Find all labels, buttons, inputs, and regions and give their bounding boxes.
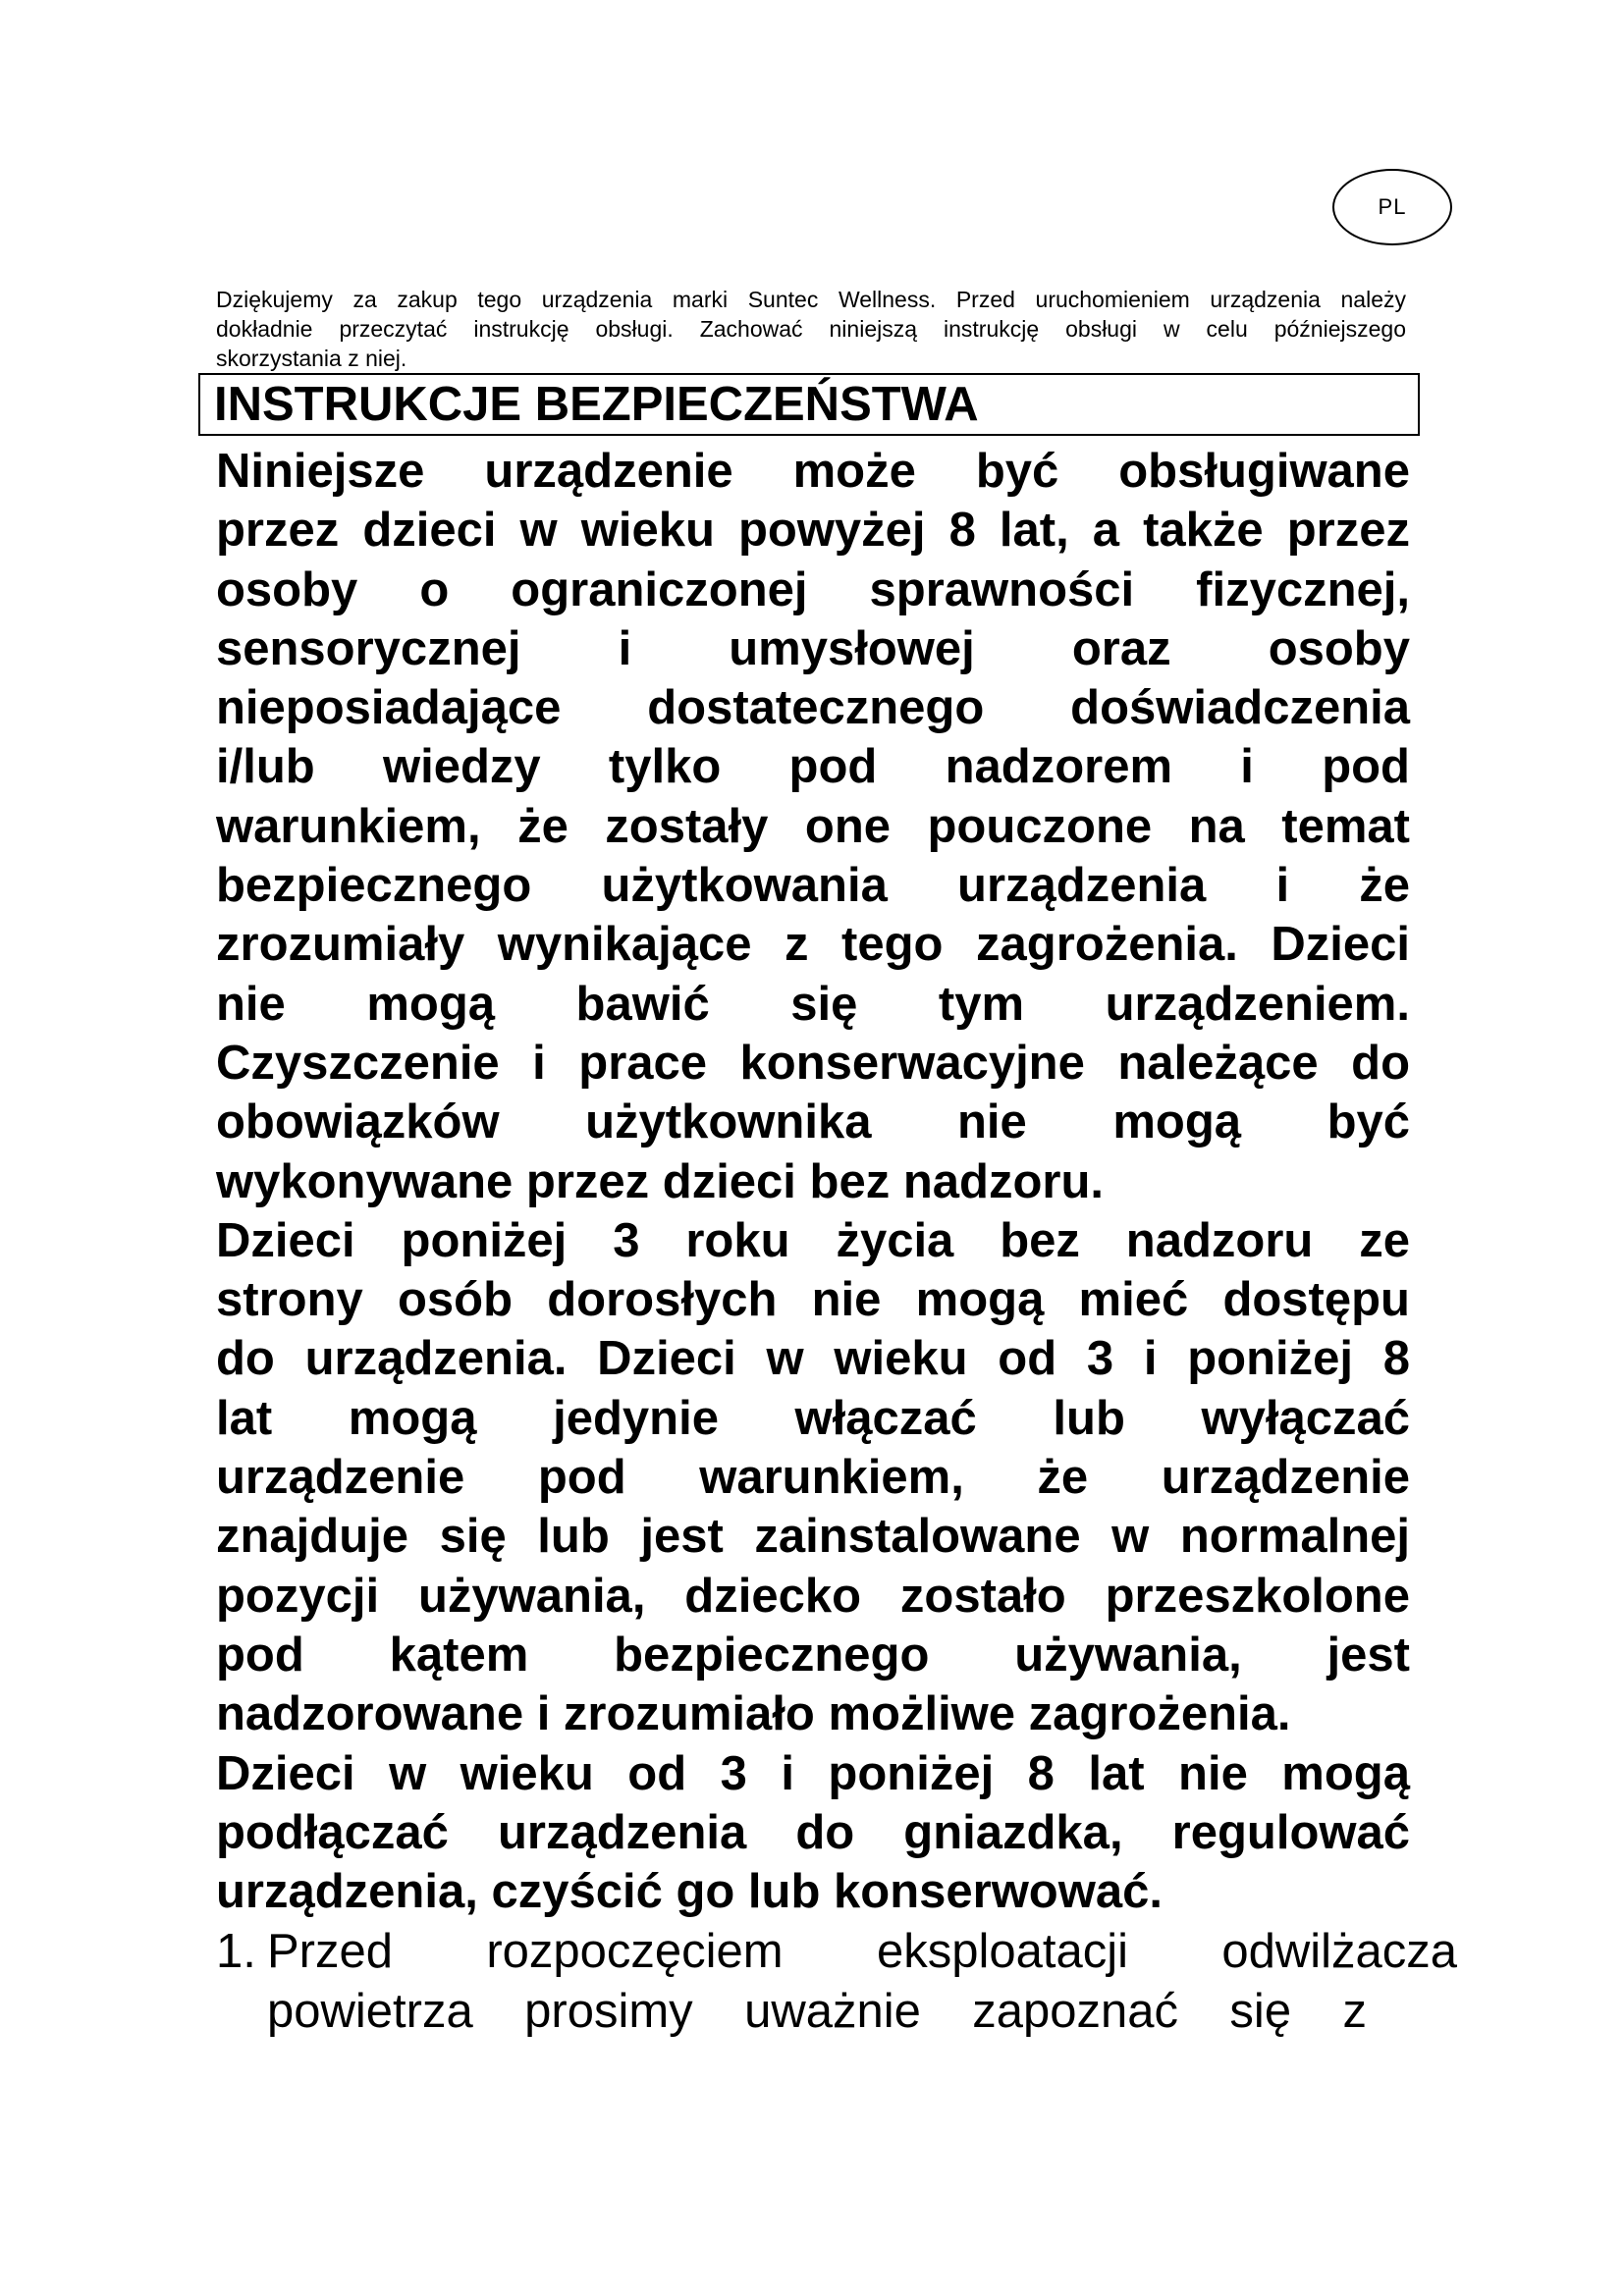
safety-line: podłączać urządzenia do gniazdka, regulować <box>216 1805 1410 1859</box>
list-item-text: Przed rozpoczęciem eksploatacji odwilżacza <box>267 1925 1457 1978</box>
safety-line: wykonywane przez dzieci bez nadzoru. <box>216 1154 1104 1208</box>
language-code: PL <box>1378 194 1407 219</box>
safety-line: urządzenie pod warunkiem, że urządzenie <box>216 1451 1410 1505</box>
section-title: INSTRUKCJE BEZPIECZEŃSTWA <box>214 378 979 431</box>
safety-line: Dzieci poniżej 3 roku życia bez nadzoru ze <box>216 1213 1410 1267</box>
list-item-number: 1. <box>216 1925 256 1978</box>
safety-line: strony osób dorosłych nie mogą mieć dostępu <box>216 1273 1410 1327</box>
safety-line: pod kątem bezpiecznego używania, jest <box>216 1628 1410 1682</box>
numbered-list <box>216 1922 1457 2041</box>
list-item-text-continued: powietrza prosimy uważnie zapoznać się z <box>267 1984 1367 2038</box>
safety-line: nadzorowane i zrozumiało możliwe zagrożenia. <box>216 1687 1291 1741</box>
intro-line: dokładnie przeczytać instrukcję obsługi. Zachować niniejszą instrukcję obsługi w celu późniejszego <box>216 316 1406 342</box>
safety-line: bezpiecznego użytkowania urządzenia i że <box>216 859 1410 913</box>
safety-line: nie mogą bawić się tym urządzeniem. <box>216 977 1410 1031</box>
safety-line: do urządzenia. Dzieci w wieku od 3 i poniżej 8 <box>216 1332 1410 1386</box>
safety-line: urządzenia, czyścić go lub konserwować. <box>216 1865 1163 1919</box>
intro-line: skorzystania z niej. <box>216 346 407 371</box>
safety-line: obowiązków użytkownika nie mogą być <box>216 1095 1410 1149</box>
safety-line: warunkiem, że zostały one pouczone na temat <box>216 799 1410 853</box>
intro-paragraph <box>216 285 1406 373</box>
safety-line: pozycji używania, dziecko zostało przeszkolone <box>216 1569 1410 1623</box>
safety-line: Niniejsze urządzenie może być obsługiwane <box>216 445 1410 498</box>
safety-line: Czyszczenie i prace konserwacyjne należące do <box>216 1036 1410 1090</box>
intro-line: Dziękujemy za zakup tego urządzenia marki Suntec Wellness. Przed uruchomieniem urządzenia należy <box>216 287 1406 312</box>
safety-line: zrozumiały wynikające z tego zagrożenia. Dzieci <box>216 918 1410 972</box>
safety-line: znajduje się lub jest zainstalowane w normalnej <box>216 1510 1410 1564</box>
safety-warning-text <box>216 442 1410 1921</box>
safety-line: przez dzieci w wieku powyżej 8 lat, a także przez <box>216 504 1410 558</box>
language-badge <box>1332 169 1452 245</box>
safety-line: nieposiadające dostatecznego doświadczenia <box>216 681 1410 735</box>
safety-line: osoby o ograniczonej sprawności fizycznej, <box>216 562 1410 616</box>
list-item <box>216 1922 1457 1982</box>
safety-line: lat mogą jedynie włączać lub wyłączać <box>216 1391 1410 1445</box>
safety-line: i/lub wiedzy tylko pod nadzorem i pod <box>216 740 1410 794</box>
safety-line: sensorycznej i umysłowej oraz osoby <box>216 621 1410 675</box>
safety-line: Dzieci w wieku od 3 i poniżej 8 lat nie mogą <box>216 1746 1410 1800</box>
